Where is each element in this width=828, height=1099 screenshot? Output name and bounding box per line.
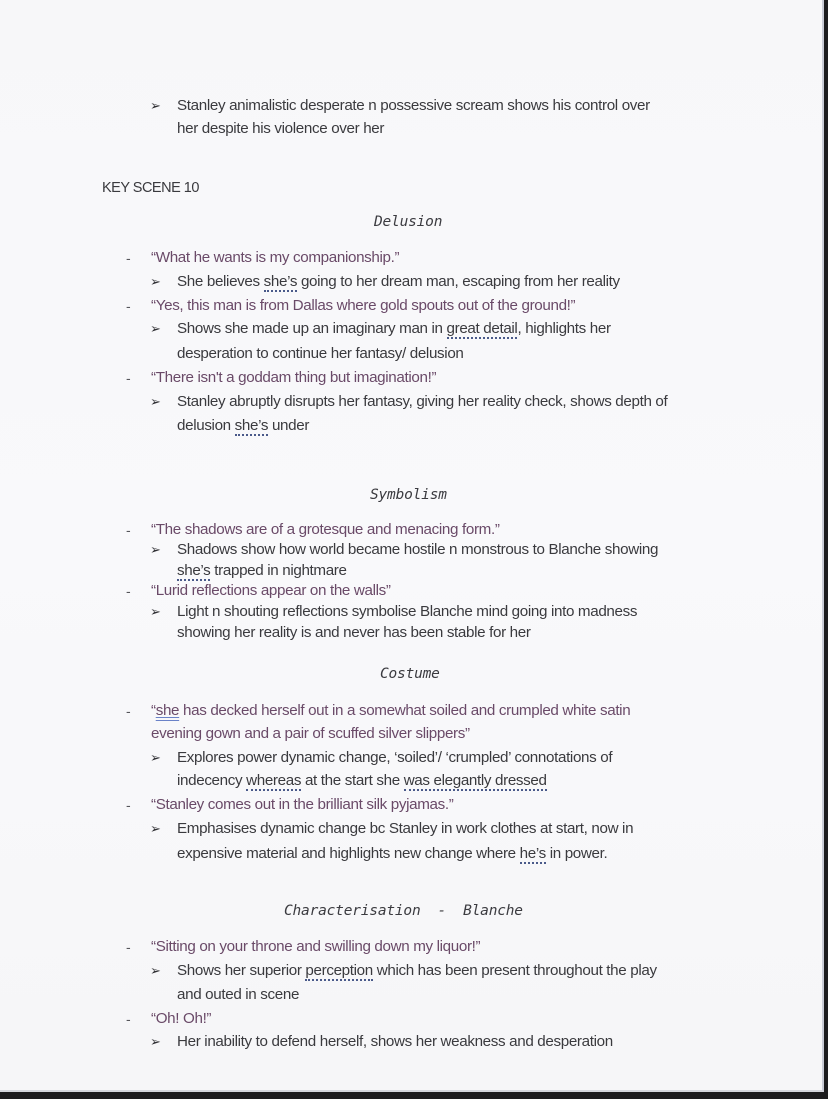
dash-bullet-icon: - [126, 583, 131, 599]
analysis-line: Light n shouting reflections symbolise Blanche mind going into madness [177, 603, 638, 620]
text-run: “ [151, 702, 156, 719]
quote-line: “Lurid reflections appear on the walls” [151, 582, 391, 599]
dash-bullet-icon: - [126, 370, 131, 386]
quote-line: “There isn't a goddam thing but imagination!” [151, 369, 437, 386]
arrow-bullet-icon: ➢ [150, 98, 161, 113]
quote-line: “Yes, this man is from Dallas where gold spouts out of the ground!” [151, 297, 576, 314]
quote-line: “Oh! Oh!” [151, 1010, 212, 1027]
text-run: She believes [177, 273, 264, 290]
arrow-bullet-icon: ➢ [150, 821, 161, 836]
analysis-line: her despite his violence over her [177, 120, 385, 137]
analysis-line: and outed in scene [177, 986, 300, 1003]
text-run: which has been present throughout the play [372, 962, 657, 979]
analysis-line: showing her reality is and never has been stable for her [177, 624, 531, 641]
text-run: Shows her superior [177, 962, 306, 979]
analysis-line: Stanley abruptly disrupts her fantasy, giving her reality check, shows depth of [177, 393, 668, 410]
arrow-bullet-icon: ➢ [150, 750, 161, 765]
arrow-bullet-icon: ➢ [150, 274, 161, 289]
grammar-flagged-word[interactable]: she [155, 702, 180, 719]
arrow-bullet-icon: ➢ [150, 604, 161, 619]
dash-bullet-icon: - [126, 250, 131, 266]
dash-bullet-icon: - [126, 298, 131, 314]
section-title-delusion: Delusion [374, 214, 443, 230]
text-run: has decked herself out in a somewhat soiled and crumpled white satin [179, 702, 631, 719]
analysis-line [177, 771, 547, 791]
text-run: Shows she made up an imaginary man in [177, 320, 447, 337]
quote-line: “Stanley comes out in the brilliant silk pyjamas.” [151, 796, 454, 813]
analysis-line: Emphasises dynamic change bc Stanley in work clothes at start, now in [177, 820, 634, 837]
text-run: trapped in nightmare [210, 562, 347, 579]
arrow-bullet-icon: ➢ [150, 542, 161, 557]
spellcheck-flagged-word[interactable]: he’s [519, 845, 546, 862]
section-title-costume: Costume [380, 666, 440, 682]
scene-title: KEY SCENE 10 [102, 180, 199, 196]
analysis-line [177, 561, 347, 581]
arrow-bullet-icon: ➢ [150, 963, 161, 978]
dash-bullet-icon: - [126, 797, 131, 813]
arrow-bullet-icon: ➢ [150, 394, 161, 409]
section-title-symbolism: Symbolism [370, 487, 447, 503]
spellcheck-flagged-word[interactable]: she’s [234, 417, 269, 434]
text-run: under [268, 417, 310, 434]
analysis-line: Her inability to defend herself, shows her weakness and desperation [177, 1033, 613, 1050]
spellcheck-flagged-word[interactable]: whereas [246, 772, 302, 789]
analysis-line: Stanley animalistic desperate n possessive scream shows his control over [177, 97, 650, 114]
spellcheck-flagged-word[interactable]: she’s [263, 273, 298, 290]
text-run: at the start she [301, 772, 404, 789]
analysis-line [177, 319, 611, 339]
text-run: delusion [177, 417, 235, 434]
analysis-line [177, 272, 620, 292]
arrow-bullet-icon: ➢ [150, 321, 161, 336]
quote-line: evening gown and a pair of scuffed silver slippers” [151, 725, 470, 742]
text-run: expensive material and highlights new change where [177, 845, 520, 862]
spellcheck-flagged-phrase[interactable]: was elegantly dressed [403, 772, 547, 789]
analysis-line [177, 961, 657, 981]
quote-line: “What he wants is my companionship.” [151, 249, 400, 266]
dash-bullet-icon: - [126, 939, 131, 955]
dash-bullet-icon: - [126, 703, 131, 719]
analysis-line [177, 416, 309, 436]
spellcheck-flagged-word[interactable]: great detail [446, 320, 518, 337]
text-run: , highlights her [517, 320, 611, 337]
analysis-line: Explores power dynamic change, ‘soiled’/ ‘crumpled’ connotations of [177, 749, 613, 766]
analysis-line: Shadows show how world became hostile n monstrous to Blanche showing [177, 541, 659, 558]
dash-bullet-icon: - [126, 522, 131, 538]
arrow-bullet-icon: ➢ [150, 1034, 161, 1049]
analysis-line: desperation to continue her fantasy/ delusion [177, 345, 464, 362]
text-run: indecency [177, 772, 247, 789]
text-run: going to her dream man, escaping from her reality [297, 273, 620, 290]
dash-bullet-icon: - [126, 1011, 131, 1027]
analysis-line [177, 844, 607, 864]
quote-line [151, 701, 630, 721]
text-run: in power. [545, 845, 608, 862]
spellcheck-flagged-word[interactable]: she’s [177, 562, 211, 579]
quote-line: “Sitting on your throne and swilling down my liquor!” [151, 938, 481, 955]
quote-line: “The shadows are of a grotesque and menacing form.” [151, 521, 500, 538]
section-title-characterisation: Characterisation - Blanche [284, 903, 523, 919]
spellcheck-flagged-word[interactable]: perception [305, 962, 373, 979]
